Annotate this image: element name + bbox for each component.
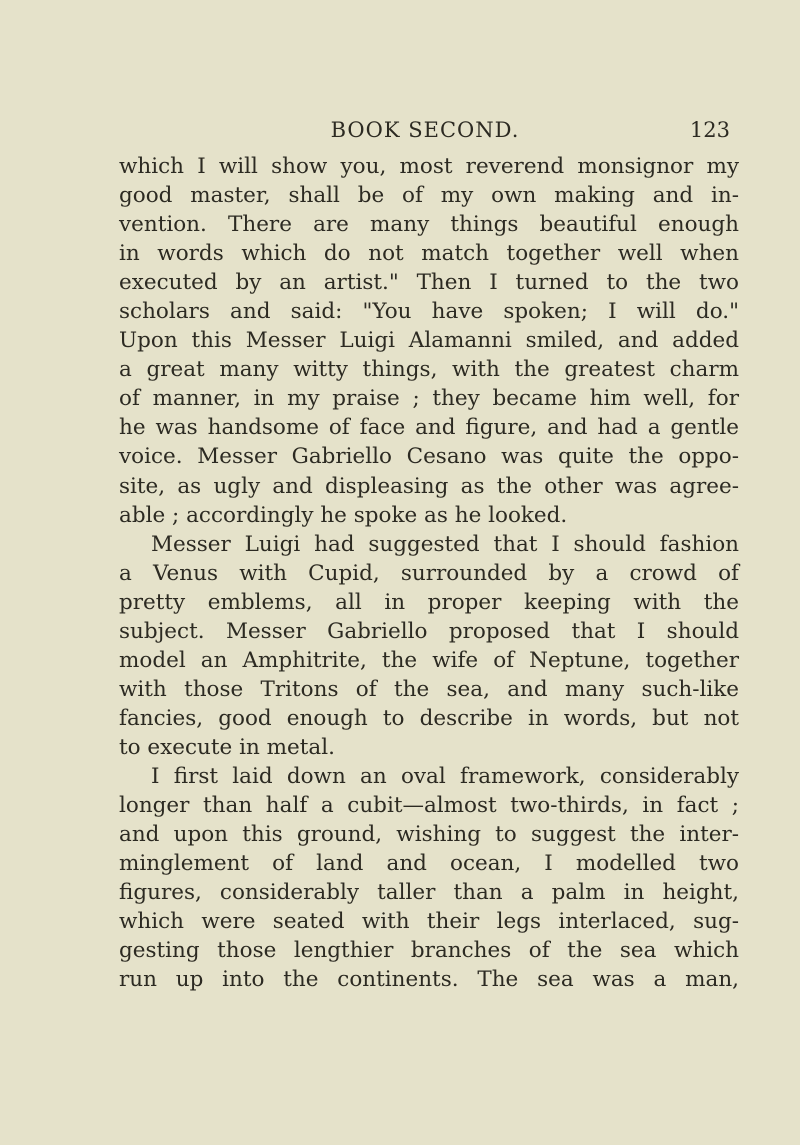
text-line: voice. Messer Gabriello Cesano was quite the oppo- — [119, 444, 739, 470]
running-head — [120, 100, 730, 140]
text-line: run up into the continents. The sea was a man, — [119, 967, 739, 993]
text-line: pretty emblems, all in proper keeping with the — [119, 589, 739, 615]
text-line: able ; accordingly he spoke as he looked. — [119, 502, 568, 528]
text-line: good master, shall be of my own making and in- — [119, 183, 739, 209]
text-line: scholars and said: "You have spoken; I will do." — [119, 299, 739, 325]
text-line: fancies, good enough to describe in words, but not — [119, 705, 739, 731]
text-line: executed by an artist." Then I turned to the two — [119, 270, 739, 296]
text-line: Messer Luigi had suggested that I should fashion — [151, 531, 739, 557]
text-line: Upon this Messer Luigi Alamanni smiled, and added — [119, 328, 739, 354]
text-line: minglement of land and ocean, I modelled two — [119, 851, 739, 877]
text-line: and upon this ground, wishing to suggest the inter- — [119, 822, 739, 848]
text-line: which I will show you, most reverend monsignor my — [119, 154, 739, 179]
text-line: gesting those lengthier branches of the sea which — [119, 938, 739, 964]
text-line: in words which do not match together well when — [119, 241, 739, 267]
text-line: of manner, in my praise ; they became him well, for — [119, 386, 739, 412]
text-line: vention. There are many things beautiful enough — [119, 212, 739, 238]
text-line: model an Amphitrite, the wife of Neptune, together — [119, 647, 739, 673]
running-title: BOOK SECOND. — [330, 118, 520, 142]
text-line: he was handsome of face and figure, and had a gentle — [119, 415, 739, 441]
page-number: 123 — [689, 118, 730, 142]
text-line: subject. Messer Gabriello proposed that I should — [119, 618, 739, 644]
text-line: site, as ugly and displeasing as the other was agree- — [119, 473, 739, 499]
text-line: I first laid down an oval framework, considerably — [151, 763, 739, 789]
text-line: to execute in metal. — [119, 734, 335, 760]
text-line: which were seated with their legs interlaced, sug- — [119, 909, 739, 935]
text-line: with those Tritons of the sea, and many such-like — [119, 676, 739, 702]
text-line: figures, considerably taller than a palm in height, — [119, 880, 739, 906]
text-line: a great many witty things, with the greatest charm — [119, 357, 739, 383]
text-line: longer than half a cubit—almost two-thirds, in fact ; — [119, 793, 739, 819]
text-line: a Venus with Cupid, surrounded by a crowd of — [119, 560, 739, 586]
body-text — [119, 152, 739, 994]
